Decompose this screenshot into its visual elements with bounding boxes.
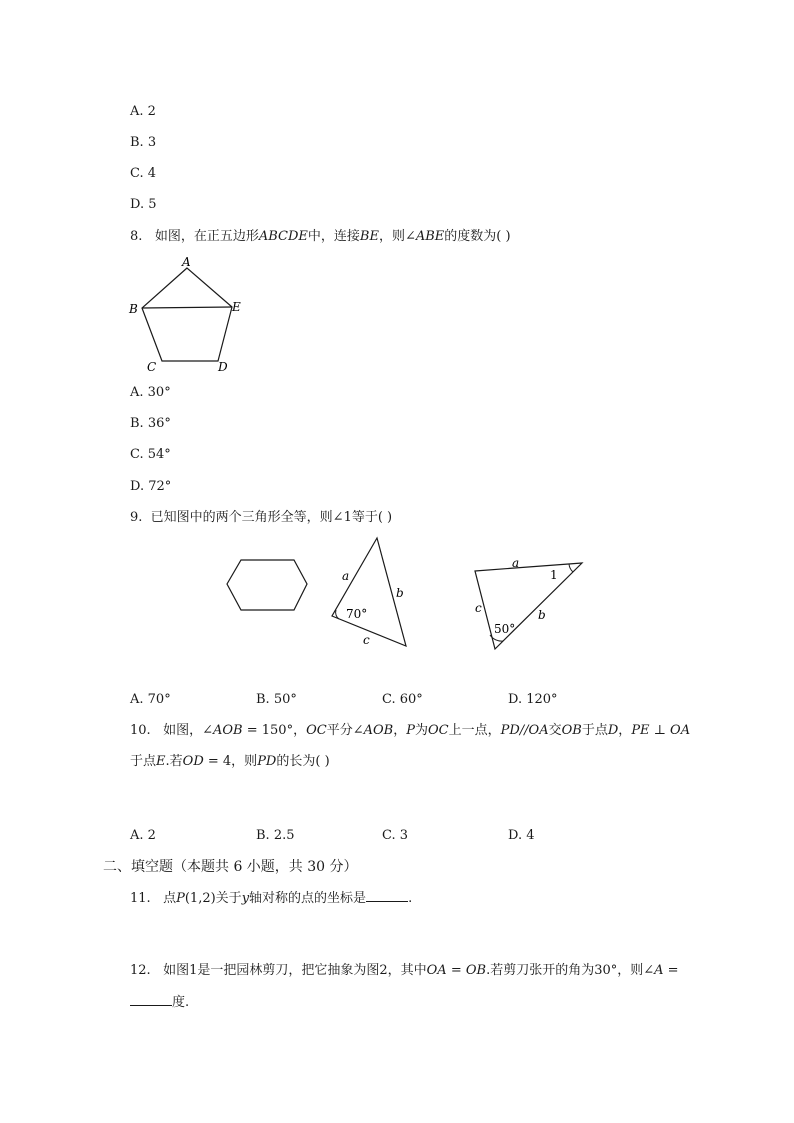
q11-text: . <box>408 891 413 906</box>
q12-number: 12. <box>130 963 151 978</box>
pentagon-abcde <box>142 268 232 361</box>
triangle-1 <box>332 538 406 646</box>
q9-option-d: D. 120° <box>508 692 558 707</box>
triangle-2-angle-50: 50° <box>494 622 516 636</box>
q9-stem <box>130 509 392 527</box>
q10-text: 交 <box>548 723 562 738</box>
q11-text: P <box>176 891 185 906</box>
q10-text: OD <box>182 754 204 769</box>
q9-option-a: A. 70° <box>130 692 171 707</box>
q7-option-c: C. 4 <box>130 166 157 181</box>
q7-option-b: B. 3 <box>130 135 157 150</box>
q11-stem <box>130 889 412 908</box>
q10-text: E <box>156 754 166 769</box>
q10-option-c: C. 3 <box>382 828 409 843</box>
q10-text: = 150°， <box>242 723 307 738</box>
q10-text: PD//OA <box>500 723 549 738</box>
q10-text: OB <box>561 723 582 738</box>
q10-text: 平分 <box>326 723 353 738</box>
q8-option-c: C. 54° <box>130 447 171 462</box>
q8-option-a: A. 30° <box>130 385 171 400</box>
section-2-title: 二、填空题（本题共 6 小题，共 30 分） <box>103 859 358 875</box>
q10-text: ， <box>393 723 407 738</box>
q11-answer-blank <box>366 889 408 902</box>
q8-option-b: B. 36° <box>130 416 171 431</box>
q10-text: 为 <box>414 723 428 738</box>
q11-text: 点 <box>163 891 177 906</box>
q10-stem-line2 <box>130 753 330 771</box>
q12-stem-line2 <box>130 993 189 1012</box>
q10-text: OC <box>428 723 449 738</box>
q11-text: 轴对称的点的坐标是 <box>249 891 367 906</box>
q9-number: 9. <box>130 510 143 525</box>
q12-text: OA <box>426 963 447 978</box>
q10-text: = 4，则 <box>203 754 258 769</box>
q8-pentagon-figure <box>120 250 260 380</box>
triangle-2-angle-arc-1 <box>569 564 573 572</box>
q10-text: 于点 <box>581 723 608 738</box>
triangle-2-label-c: c <box>475 601 482 615</box>
q10-text: ∠AOB <box>352 723 394 738</box>
q10-option-a: A. 2 <box>130 828 156 843</box>
triangle-1-label-a: a <box>342 569 350 583</box>
q9-figure <box>200 530 600 660</box>
q10-text: ∠AOB <box>202 723 243 738</box>
triangle-2-label-b: b <box>538 608 546 622</box>
label-e: E <box>232 300 241 314</box>
triangle-2-angle-1: 1 <box>550 568 558 582</box>
q10-stem-line1 <box>130 722 690 740</box>
q10-text: ， <box>618 723 632 738</box>
q12-text: = <box>663 963 679 978</box>
q10-text: 于点 <box>130 754 157 769</box>
q7-option-d: D. 5 <box>130 197 157 212</box>
q11-number: 11. <box>130 891 151 906</box>
q12-text: 度. <box>172 995 190 1010</box>
q12-stem-line1 <box>130 962 679 980</box>
triangle-1-label-b: b <box>396 586 404 600</box>
q9-option-c: C. 60° <box>382 692 423 707</box>
label-d: D <box>218 360 228 374</box>
q10-text: P <box>406 723 415 738</box>
q10-number: 10. <box>130 723 151 738</box>
q10-text: .若 <box>165 754 183 769</box>
q12-text: 如图1是一把园林剪刀，把它抽象为图2，其中 <box>163 963 427 978</box>
q8-text: ，则 <box>378 229 405 244</box>
q8-text: ∠ABE <box>404 229 445 244</box>
q11-text: y <box>241 891 250 906</box>
triangle-1-label-c: c <box>363 633 370 647</box>
q8-text: 如图，在正五边形 <box>154 229 259 244</box>
q10-text: OC <box>306 723 327 738</box>
q12-text: ∠A <box>643 963 664 978</box>
q8-text: 中，连接 <box>307 229 360 244</box>
q10-text: 上一点， <box>448 723 501 738</box>
segment-be <box>142 307 232 308</box>
q10-text: PD <box>257 754 277 769</box>
q9-text: 已知图中的两个三角形全等，则∠1等于( ) <box>150 510 393 525</box>
q10-text: 的长为( ) <box>276 754 330 769</box>
q8-option-d: D. 72° <box>130 479 172 494</box>
q8-text: BE <box>359 229 379 244</box>
q12-text: .若剪刀张开的角为30°，则 <box>486 963 644 978</box>
q10-option-b: B. 2.5 <box>256 828 295 843</box>
q10-text: PE ⊥ OA <box>631 723 691 738</box>
q8-text: ABCDE <box>258 229 308 244</box>
label-b: B <box>129 302 138 316</box>
q8-stem <box>130 228 511 246</box>
label-a: A <box>182 255 191 269</box>
triangle-1-angle-70: 70° <box>346 607 368 621</box>
q11-text: (1,2)关于 <box>184 891 242 906</box>
label-c: C <box>147 360 157 374</box>
q12-answer-blank <box>130 993 172 1006</box>
q12-text: OB <box>465 963 487 978</box>
q12-text: = <box>446 963 466 978</box>
q10-text: 如图， <box>163 723 203 738</box>
q8-text: 的度数为( ) <box>444 229 511 244</box>
q10-option-d: D. 4 <box>508 828 535 843</box>
q10-text: D <box>607 723 619 738</box>
triangle-2-label-a: a <box>512 556 520 570</box>
hexagon-shape <box>227 560 307 610</box>
q8-number: 8. <box>130 229 143 244</box>
q9-option-b: B. 50° <box>256 692 297 707</box>
q7-option-a: A. 2 <box>130 104 156 119</box>
